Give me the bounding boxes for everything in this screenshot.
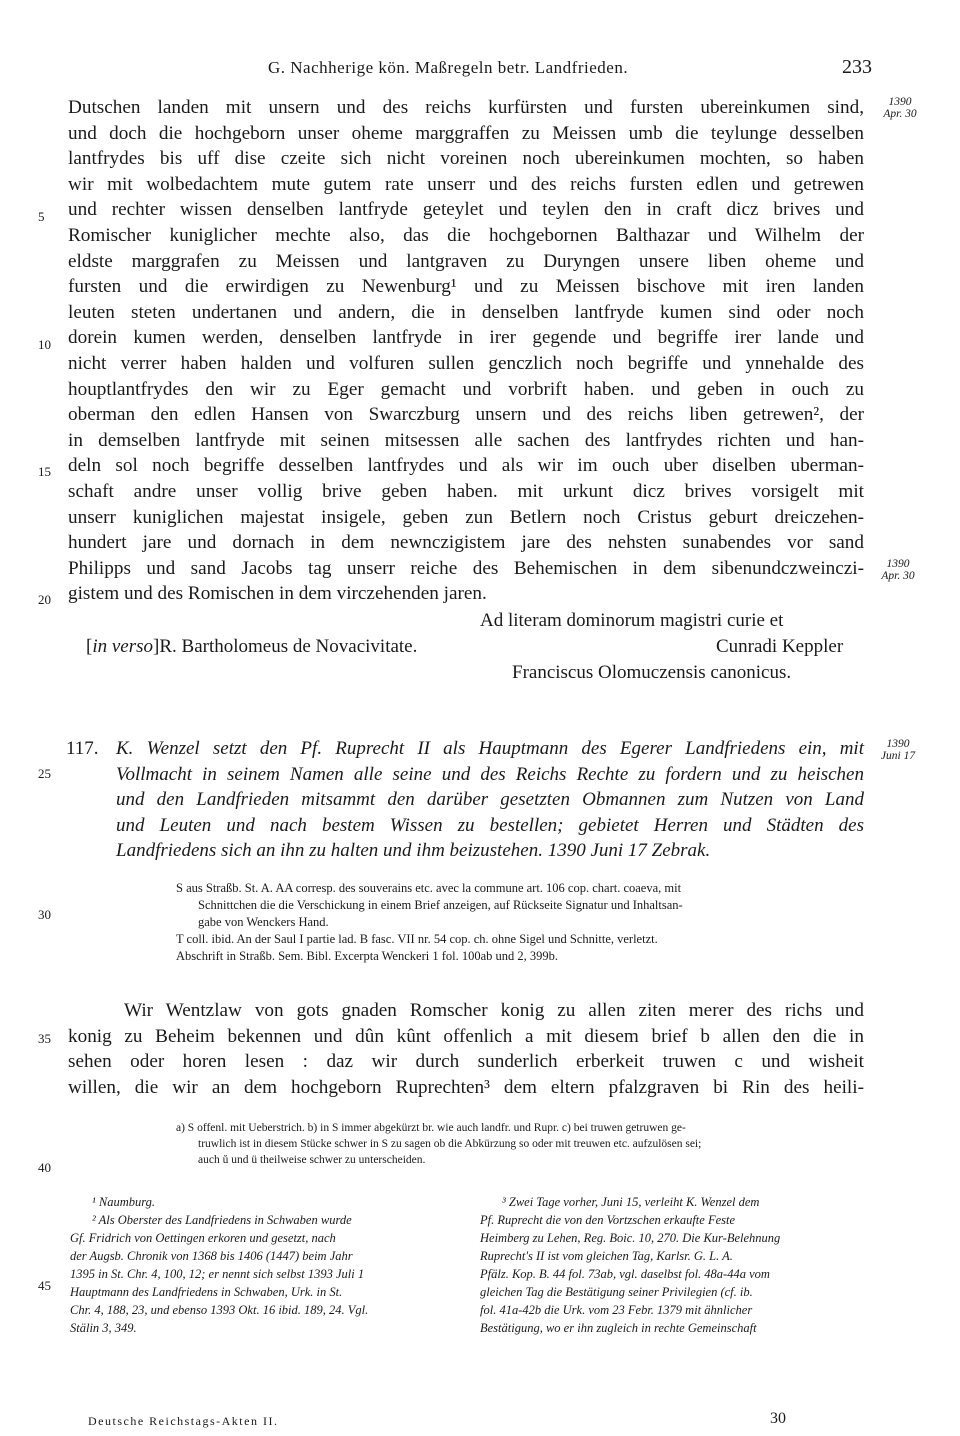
text-line: unserr kuniglichen majestat insigele, geben zun Betlern noch Cristus geburt dreiczehen- — [68, 506, 864, 528]
document-text — [68, 998, 864, 1100]
main-text — [68, 95, 864, 607]
text-line: sehen oder horen lesen : daz wir durch sunderlich erberkeit truwen c und wisheit — [68, 1051, 864, 1073]
margin-date-middle — [872, 558, 924, 582]
footnote-line: fol. 41a-42b die Urk. vom 23 Febr. 1379 mit ähnlicher — [480, 1303, 753, 1317]
regest — [116, 736, 864, 864]
text-line: Dutschen landen mit unsern und des reichs kurfürsten und fursten ubereinkumen sind, — [68, 97, 864, 118]
text-line: fursten und die erwirdigen zu Newenburg¹ und zu Meissen bischove mit iren landen — [68, 276, 864, 298]
footnote-line: Bestätigung, wo er ihn zugleich in rechte Gemeinschaft — [480, 1321, 757, 1335]
footnote-line: Stälin 3, 349. — [70, 1321, 137, 1335]
source-line: gabe von Wenckers Hand. — [198, 915, 329, 929]
regest-line: Landfriedens sich an ihn zu halten und ihm beizustehen. 1390 Juni 17 Zebrak. — [116, 840, 711, 862]
variant-line: auch ŭ und ü theilweise schwer zu unterscheiden. — [198, 1154, 426, 1166]
text-line: schaft andre unser vollig brive geben haben. mit urkunt dicz brives vorsigelt mit — [68, 480, 864, 502]
source-notes — [176, 880, 866, 965]
margin-date-day: Juni 17 — [880, 750, 916, 762]
margin-date-regest — [872, 738, 924, 762]
variant-line: truwlich ist in diesem Stücke schwer in S zu sagen ob die Abkürzung so oder mit treuwen etc. aufzulösen sei; — [198, 1138, 702, 1150]
text-line: deln sol noch begriffe desselben lantfrydes und als wir im ouch uber diselben uberman- — [68, 455, 864, 477]
margin-date-year: 1390 — [886, 558, 910, 570]
source-line: T coll. ibid. An der Saul I partie lad. B fasc. VII nr. 54 cop. ch. ohne Sigel und Schnitte, verletzt. — [176, 932, 658, 946]
footnote-line: gleichen Tag die Bestätigung seiner Privilegien (cf. ib. — [480, 1285, 753, 1299]
footnote-line: 1395 in St. Chr. 4, 100, 12; er nennt sich selbst 1393 Juli 1 — [70, 1267, 365, 1281]
variant-notes — [176, 1120, 866, 1168]
footnote-line: ¹ Naumburg. — [92, 1195, 156, 1209]
text-line: leuten steten undertanen und andern, die in denselben lantfryde kumen sind oder noch — [68, 301, 864, 323]
line-number: 30 — [38, 907, 51, 922]
text-line: eldste marggrafen zu Meissen und lantgraven zu Duryngen unsere liben oheme und — [68, 250, 864, 272]
source-line: Abschrift in Straßb. Sem. Bibl. Excerpta Wenckeri 1 fol. 100ab und 2, 399b. — [176, 949, 559, 963]
line-number: 10 — [38, 337, 51, 352]
text-line: houptlantfrydes den wir zu Eger gemacht und vorbrift haben. und geben in ouch zu — [68, 378, 864, 400]
running-title: G. Nachherige kön. Maßregeln betr. Landfrieden. — [268, 58, 629, 77]
margin-date-year: 1390 — [888, 96, 912, 108]
footnote-line: ³ Zwei Tage vorher, Juni 15, verleiht K. Wenzel dem — [502, 1195, 760, 1209]
line-number: 15 — [38, 464, 51, 479]
line-number: 20 — [38, 592, 51, 607]
line-number: 45 — [38, 1278, 51, 1293]
text-line: oberman den edlen Hansen von Swarczburg unsern und des reichs liben getrewen², der — [68, 404, 864, 426]
margin-date-day: Apr. 30 — [881, 570, 915, 582]
closing-line-2: Cunradi Keppler — [716, 636, 844, 657]
text-line: willen, die wir an dem hochgeborn Ruprechten³ dem eltern pfalzgraven bi Rin des heili- — [68, 1076, 864, 1098]
footnotes-left — [70, 1193, 460, 1337]
text-line: gistem und des Romischen in dem virczehenden jaren. — [68, 583, 487, 605]
regest-line: und den Landfrieden mitsammt den darüber gesetzten Obmannen zum Nutzen von Land — [116, 789, 864, 811]
text-line: dorein kumen werden, denselben lantfryde in irer gegende und begriffe irer lande und — [68, 327, 864, 349]
text-line: wir mit wolbedachtem mute gutem rate unserr und des reichs fursten edlen und getrewen — [68, 173, 864, 195]
sheet-number: 30 — [770, 1410, 786, 1427]
footnote-line: Heimberg zu Lehen, Reg. Boic. 10, 270. Die Kur-Belehnung — [480, 1231, 781, 1245]
footnote-line: Pf. Ruprecht die von den Vortzschen erkaufte Feste — [480, 1213, 736, 1227]
text-line: und rechter wissen denselben lantfryde geteylet und teylen den in craft dicz brives und — [68, 199, 864, 221]
text-line: hundert jare und dornach in dem newnczigistem jare des nehsten sunabendes vor sand — [68, 532, 864, 554]
text-line: nicht verrer haben halden und volfuren sullen genczlich noch begriffe und ynnehalde des — [68, 352, 864, 374]
regest-line: Vollmacht in seinem Namen alle seine und des Reichs Rechte zu fordern und zu heischen — [116, 763, 864, 785]
text-line: konig zu Beheim bekennen und dûn kûnt offenlich a mit diesem brief b allen den die in — [68, 1025, 864, 1047]
line-number: 5 — [38, 209, 45, 224]
regest-line: K. Wenzel setzt den Pf. Ruprecht II als Hauptmann des Egerer Landfriedens ein, mit — [116, 738, 864, 759]
line-number: 25 — [38, 766, 51, 781]
text-line: Philipps und sand Jacobs tag unserr reiche des Behemischen in dem sibenundczweinczi- — [68, 557, 864, 579]
closing-line-1: Ad literam dominorum magistri curie et — [480, 610, 784, 631]
page-number: 233 — [842, 56, 872, 78]
variant-line: a) S offenl. mit Ueberstrich. b) in S immer abgekürzt br. wie auch landfr. und Rupr. c) bei truwen getruwen ge- — [176, 1122, 686, 1134]
footnote-line: ² Als Oberster des Landfriedens in Schwaben wurde — [92, 1213, 352, 1227]
text-line: Wir Wentzlaw von gots gnaden Romscher konig zu allen ziten merer des richs und — [124, 1000, 864, 1021]
regest-line: und Leuten und nach bestem Wissen zu bestellen; gebietet Herren und Städten des — [116, 814, 864, 836]
footnote-line: der Augsb. Chronik von 1368 bis 1406 (1447) beim Jahr — [70, 1249, 353, 1263]
margin-date-day: Apr. 30 — [883, 108, 917, 120]
signature-line: Deutsche Reichstags-Akten II. — [88, 1414, 279, 1428]
closing-line-3: Franciscus Olomuczensis canonicus. — [512, 662, 792, 683]
text-line: lantfrydes bis uff dise czeite sich nicht voreinen noch ubereinkumen mochten, so haben — [68, 148, 864, 170]
document-number: 117. — [66, 738, 99, 759]
verso-name: R. Bartholomeus de Novacivitate. — [159, 636, 418, 657]
footnotes-right — [480, 1193, 870, 1337]
source-line: Schnittchen die die Verschickung in einem Brief anzeigen, auf Rückseite Signatur und Inhaltsan- — [198, 898, 683, 912]
verso-label: in verso — [92, 636, 154, 657]
footnote-line: Hauptmann des Landfriedens in Schwaben, Urk. in St. — [70, 1285, 343, 1299]
footnote-line: Gf. Fridrich von Oettingen erkoren und gesetzt, nach — [70, 1231, 336, 1245]
footnote-line: Chr. 4, 188, 23, und ebenso 1393 Okt. 16 ibid. 189, 24. Vgl. — [70, 1303, 369, 1317]
margin-date-top — [874, 96, 926, 120]
source-line: S aus Straßb. St. A. AA corresp. des souverains etc. avec la commune art. 106 cop. chart. coaeva, mit — [176, 881, 682, 895]
footnote-line: Pfälz. Kop. B. 44 fol. 73ab, vgl. daselbst fol. 48a-44a vom — [480, 1267, 770, 1281]
line-number: 35 — [38, 1031, 51, 1046]
text-line: und doch die hochgeborn unser oheme marggraffen zu Meissen umb die teylunge desselben — [68, 122, 864, 144]
line-number: 40 — [38, 1160, 51, 1175]
footnote-line: Ruprecht's II ist vom gleichen Tag, Karlsr. G. L. A. — [480, 1249, 733, 1263]
margin-date-year: 1390 — [886, 738, 910, 750]
text-line: Romischer kuniglicher mechte also, das die hochgebornen Balthazar und Wilhelm der — [68, 224, 864, 246]
text-line: in demselben lantfryde mit seinen mitsessen alle sachen des lantfrydes richten und han- — [68, 429, 864, 451]
verso-note: [in verso]R. Bartholomeus de Novacivitate. — [86, 636, 418, 657]
